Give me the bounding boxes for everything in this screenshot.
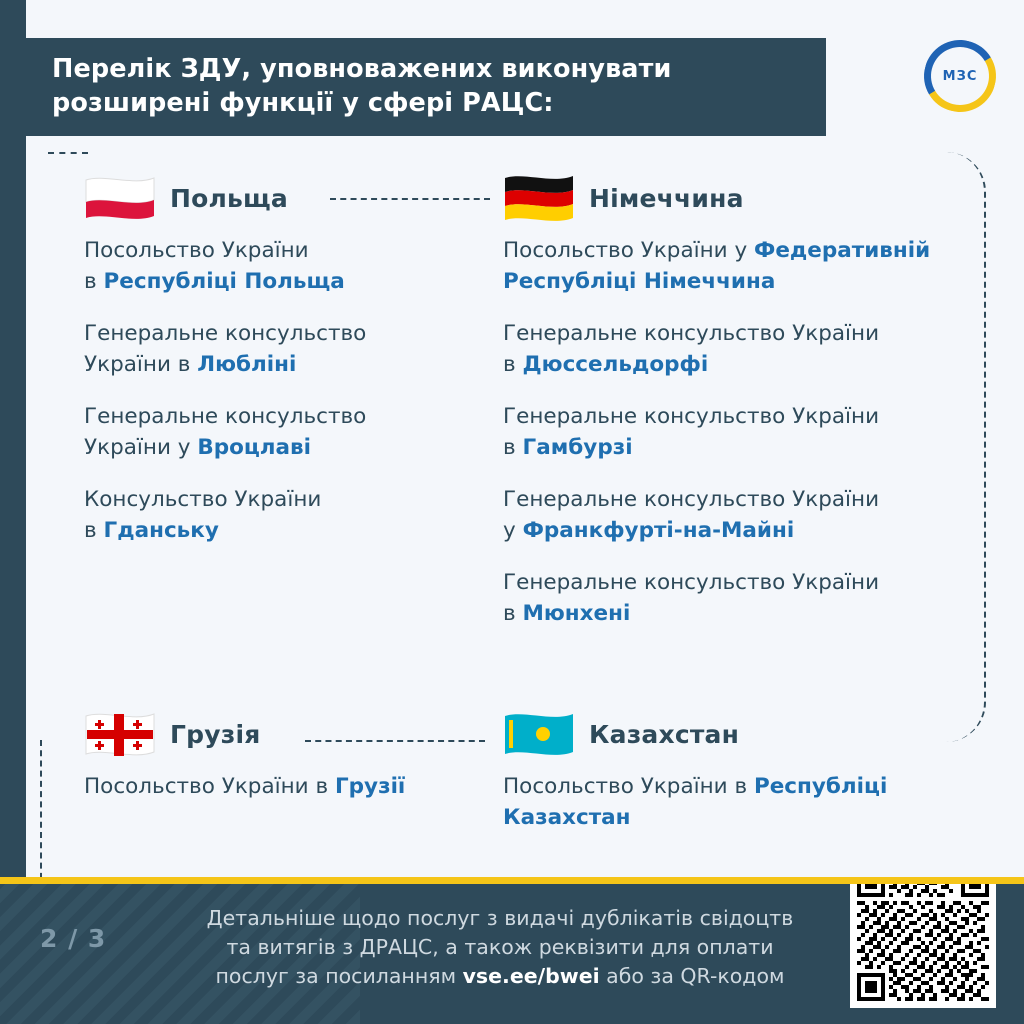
entry-text: Генеральне консульство України	[503, 404, 880, 430]
column-germany	[503, 170, 983, 651]
entry-text: Посольство України в	[84, 774, 335, 799]
germany-flag-icon	[503, 174, 575, 222]
country-header-kazakhstan	[503, 706, 983, 762]
left-edge-strip	[0, 0, 26, 900]
qr-code[interactable]	[850, 884, 996, 1008]
yellow-divider	[0, 877, 1024, 884]
entry-germany-4	[503, 485, 973, 546]
country-header-georgia	[84, 706, 484, 762]
entry-poland-3	[84, 402, 484, 463]
column-georgia	[84, 706, 484, 825]
entry-kazakhstan-1	[503, 772, 973, 833]
entry-text: Генеральне консульство України	[503, 570, 880, 596]
footer-line-3-pre: послуг за посиланням	[215, 964, 463, 989]
entry-highlight: Дюссельдорфі	[522, 351, 709, 377]
entry-highlight: Республіці	[753, 774, 888, 799]
poland-flag-icon	[84, 174, 156, 222]
georgia-flag-icon	[84, 710, 156, 758]
entry-highlight: Любліні	[197, 351, 297, 377]
footer-line-1: Детальніше щодо послуг з видачі дублікатів свідоцтв	[206, 906, 794, 930]
entry-text: Посольство України у	[503, 238, 755, 263]
entry-poland-1	[84, 236, 484, 297]
entry-poland-2	[84, 319, 484, 380]
country-name-kazakhstan: Казахстан	[589, 719, 740, 749]
entry-highlight: Казахстан	[503, 804, 631, 830]
entry-text: Генеральне консульство України	[503, 321, 880, 347]
footer-line-3-post: або за QR-кодом	[599, 964, 785, 989]
footer-line-3	[160, 962, 840, 991]
entry-text: в	[84, 517, 104, 543]
entry-text: у	[503, 517, 523, 543]
entry-text: Генеральне консульство	[84, 404, 367, 430]
entry-text: Генеральне консульство України	[503, 487, 880, 513]
footer-bar	[0, 884, 1024, 1024]
logo-label: МЗС	[942, 68, 978, 84]
entry-highlight: Гданську	[103, 517, 219, 543]
entry-poland-4	[84, 485, 484, 546]
footer-link[interactable]: vse.ee/bwei	[462, 964, 600, 989]
entry-highlight: Франкфурті-на-Майні	[522, 517, 795, 543]
entry-highlight: Грузії	[334, 774, 406, 799]
country-name-germany: Німеччина	[589, 183, 744, 213]
country-name-georgia: Грузія	[170, 719, 261, 749]
column-kazakhstan	[503, 706, 983, 855]
kazakhstan-flag-icon	[503, 710, 575, 758]
entry-georgia-1	[84, 772, 484, 803]
entry-text: Консульство України	[84, 487, 322, 513]
entry-text: в	[503, 600, 523, 626]
entry-germany-5	[503, 568, 973, 629]
entry-text: в	[503, 351, 523, 377]
entry-highlight: Республіці Німеччина	[503, 268, 776, 294]
entry-germany-1	[503, 236, 973, 297]
entry-highlight: Мюнхені	[522, 600, 631, 626]
entry-germany-2	[503, 319, 973, 380]
entry-highlight: Вроцлаві	[197, 434, 312, 460]
country-name-poland: Польща	[170, 183, 288, 213]
entry-highlight: Федеративній	[754, 238, 931, 263]
country-header-germany	[503, 170, 983, 226]
entry-text: в	[84, 268, 104, 294]
header-bar	[26, 38, 826, 136]
entry-text: Посольство України в	[503, 774, 754, 799]
footer-line-2: та витягів з ДРАЦС, а також реквізити для оплати	[226, 935, 774, 960]
footer-text	[160, 904, 840, 991]
entry-highlight: Гамбурзі	[522, 434, 633, 460]
mfa-logo	[924, 40, 996, 112]
page-title: Перелік ЗДУ, уповноважених виконувати розширені функції у сфері РАЦС:	[52, 54, 672, 118]
entry-germany-3	[503, 402, 973, 463]
entry-text: в	[503, 434, 523, 460]
entry-text: України в	[84, 351, 198, 377]
entry-highlight: Республіці Польща	[103, 268, 345, 294]
entry-text: Генеральне консульство	[84, 321, 367, 347]
country-header-poland	[84, 170, 484, 226]
entry-text: Посольство України	[84, 238, 309, 263]
entry-text: України у	[84, 434, 198, 460]
page-number: 2 / 3	[40, 924, 107, 953]
column-poland	[84, 170, 484, 568]
